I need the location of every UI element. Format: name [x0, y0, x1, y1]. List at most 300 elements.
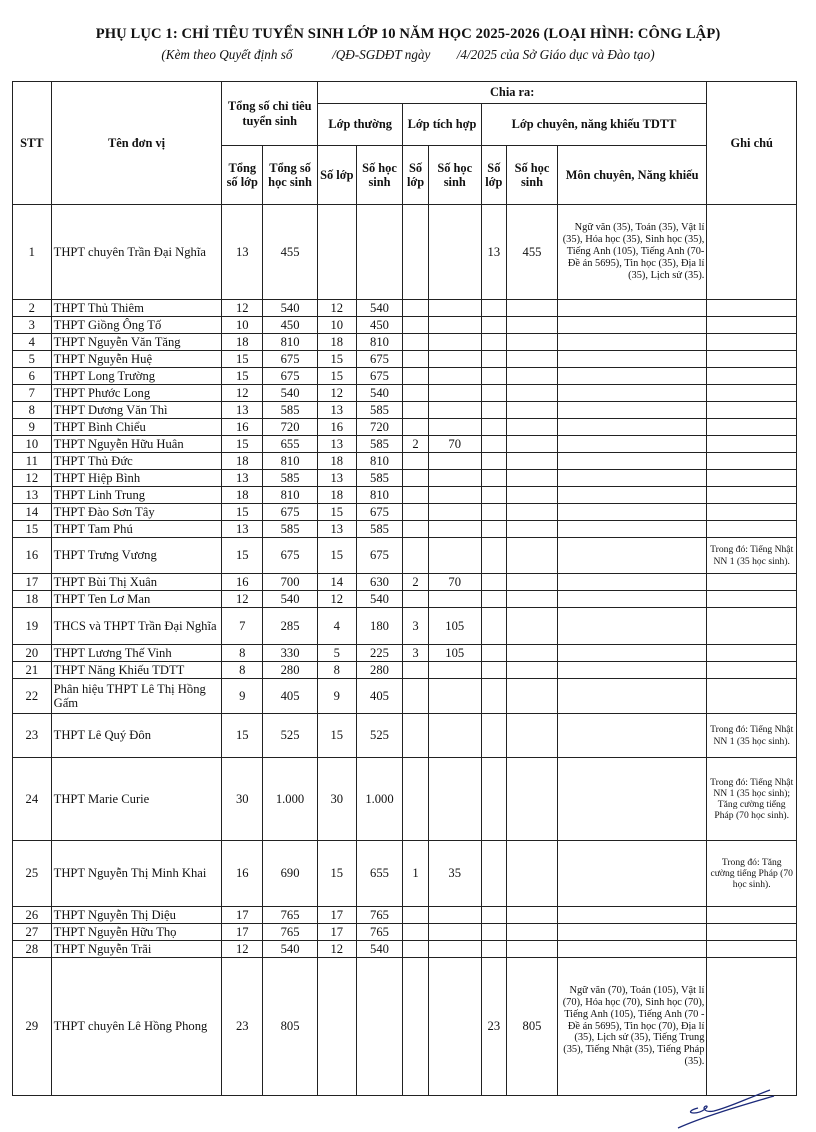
cell-note [707, 368, 797, 385]
cell-regular-classes: 13 [317, 521, 356, 538]
cell-total-classes: 17 [222, 907, 263, 924]
cell-regular-students: 675 [356, 368, 403, 385]
cell-integrated-students [428, 538, 481, 574]
cell-specialized-students [507, 504, 558, 521]
cell-specialized-classes [481, 907, 506, 924]
cell-integrated-students [428, 924, 481, 941]
cell-total-students: 585 [263, 521, 318, 538]
cell-regular-classes: 15 [317, 841, 356, 907]
cell-specialized-subjects [557, 574, 707, 591]
header-breakdown: Chia ra: [317, 82, 706, 104]
header-regular-students: Số học sinh [356, 146, 403, 205]
cell-regular-students: 585 [356, 402, 403, 419]
cell-specialized-subjects [557, 679, 707, 714]
cell-regular-students: 525 [356, 714, 403, 758]
table-row [13, 841, 797, 907]
cell-total-classes: 15 [222, 436, 263, 453]
cell-note [707, 317, 797, 334]
table-row [13, 645, 797, 662]
cell-specialized-classes [481, 402, 506, 419]
cell-integrated-classes: 2 [403, 436, 428, 453]
table-row [13, 402, 797, 419]
cell-specialized-classes [481, 941, 506, 958]
cell-unit-name: THPT Bùi Thị Xuân [51, 574, 222, 591]
cell-specialized-students [507, 907, 558, 924]
cell-regular-classes: 15 [317, 351, 356, 368]
cell-specialized-students [507, 591, 558, 608]
cell-integrated-classes [403, 662, 428, 679]
cell-specialized-subjects [557, 317, 707, 334]
cell-total-students: 330 [263, 645, 318, 662]
cell-total-students: 675 [263, 504, 318, 521]
cell-integrated-classes [403, 453, 428, 470]
cell-regular-classes: 12 [317, 591, 356, 608]
cell-note: Trong đó: Tiếng Nhật NN 1 (35 học sinh). [707, 714, 797, 758]
cell-unit-name: THPT Linh Trung [51, 487, 222, 504]
table-row [13, 385, 797, 402]
cell-specialized-students [507, 521, 558, 538]
table-row [13, 368, 797, 385]
table-row [13, 608, 797, 645]
cell-total-classes: 18 [222, 487, 263, 504]
table-row [13, 714, 797, 758]
cell-total-classes: 16 [222, 574, 263, 591]
cell-integrated-students [428, 504, 481, 521]
cell-regular-classes: 12 [317, 300, 356, 317]
cell-stt: 3 [13, 317, 52, 334]
header-integrated: Lớp tích hợp [403, 104, 481, 146]
table-row [13, 662, 797, 679]
cell-specialized-subjects [557, 419, 707, 436]
cell-regular-classes: 13 [317, 470, 356, 487]
cell-stt: 11 [13, 453, 52, 470]
header-specialized-students: Số học sinh [507, 146, 558, 205]
cell-specialized-subjects [557, 334, 707, 351]
cell-specialized-subjects [557, 924, 707, 941]
cell-specialized-students [507, 334, 558, 351]
cell-specialized-classes: 23 [481, 958, 506, 1096]
cell-specialized-classes [481, 385, 506, 402]
cell-total-classes: 12 [222, 591, 263, 608]
cell-regular-classes: 13 [317, 402, 356, 419]
cell-specialized-classes [481, 645, 506, 662]
cell-regular-classes: 12 [317, 385, 356, 402]
cell-specialized-subjects [557, 402, 707, 419]
cell-specialized-students [507, 679, 558, 714]
cell-specialized-classes: 13 [481, 205, 506, 300]
cell-regular-students: 810 [356, 487, 403, 504]
cell-unit-name: THPT Năng Khiếu TDTT [51, 662, 222, 679]
cell-regular-classes: 4 [317, 608, 356, 645]
cell-regular-students: 585 [356, 436, 403, 453]
cell-total-students: 765 [263, 907, 318, 924]
cell-total-classes: 16 [222, 419, 263, 436]
cell-total-students: 540 [263, 300, 318, 317]
cell-specialized-students [507, 645, 558, 662]
cell-specialized-subjects [557, 487, 707, 504]
table-row [13, 470, 797, 487]
cell-integrated-classes [403, 504, 428, 521]
cell-specialized-classes [481, 453, 506, 470]
table-row [13, 453, 797, 470]
cell-stt: 20 [13, 645, 52, 662]
cell-stt: 15 [13, 521, 52, 538]
table-row [13, 487, 797, 504]
cell-unit-name: THPT Nguyễn Trãi [51, 941, 222, 958]
cell-integrated-students: 70 [428, 436, 481, 453]
cell-stt: 26 [13, 907, 52, 924]
cell-specialized-subjects: Ngữ văn (70), Toán (105), Vật lí (70), Hóa học (70), Sinh học (70), Tiếng Anh (105), Tiếng Anh (70 - Đề án 5695), Tin học (70), Địa lí (35), Lịch sử (35), Tiếng Trung (35), Tiếng Nhật (35), Tiếng Pháp (35). [557, 958, 707, 1096]
cell-integrated-students [428, 714, 481, 758]
cell-integrated-students: 70 [428, 574, 481, 591]
cell-specialized-subjects [557, 538, 707, 574]
signature-mark [660, 1080, 780, 1132]
cell-integrated-classes [403, 521, 428, 538]
cell-note [707, 436, 797, 453]
cell-regular-students: 675 [356, 504, 403, 521]
cell-specialized-subjects [557, 714, 707, 758]
cell-specialized-classes [481, 419, 506, 436]
header-specialized-subjects: Môn chuyên, Năng khiếu [557, 146, 707, 205]
cell-total-classes: 13 [222, 521, 263, 538]
cell-note [707, 574, 797, 591]
cell-specialized-subjects [557, 453, 707, 470]
cell-stt: 16 [13, 538, 52, 574]
cell-specialized-subjects [557, 436, 707, 453]
cell-regular-students: 765 [356, 924, 403, 941]
cell-unit-name: THPT Long Trường [51, 368, 222, 385]
cell-total-students: 450 [263, 317, 318, 334]
cell-note [707, 907, 797, 924]
cell-regular-classes: 13 [317, 436, 356, 453]
header-stt: STT [13, 82, 52, 205]
cell-specialized-classes [481, 591, 506, 608]
header-regular-classes: Số lớp [317, 146, 356, 205]
cell-specialized-subjects [557, 907, 707, 924]
cell-note [707, 662, 797, 679]
cell-integrated-students [428, 679, 481, 714]
cell-specialized-students [507, 436, 558, 453]
cell-stt: 9 [13, 419, 52, 436]
cell-specialized-students [507, 470, 558, 487]
cell-unit-name: THPT Giồng Ông Tố [51, 317, 222, 334]
cell-integrated-classes [403, 487, 428, 504]
cell-integrated-students [428, 758, 481, 841]
cell-specialized-students [507, 419, 558, 436]
cell-specialized-students [507, 574, 558, 591]
cell-note [707, 591, 797, 608]
table-row [13, 591, 797, 608]
cell-specialized-classes [481, 574, 506, 591]
cell-specialized-students [507, 368, 558, 385]
cell-integrated-students [428, 907, 481, 924]
cell-specialized-classes [481, 608, 506, 645]
cell-unit-name: THPT Nguyễn Hữu Huân [51, 436, 222, 453]
cell-unit-name: THPT Nguyễn Văn Tăng [51, 334, 222, 351]
cell-specialized-students [507, 402, 558, 419]
cell-integrated-classes: 1 [403, 841, 428, 907]
cell-total-classes: 12 [222, 300, 263, 317]
cell-stt: 29 [13, 958, 52, 1096]
cell-integrated-students [428, 368, 481, 385]
cell-specialized-subjects [557, 470, 707, 487]
cell-specialized-classes [481, 470, 506, 487]
cell-integrated-classes [403, 470, 428, 487]
cell-specialized-classes [481, 924, 506, 941]
header-specialized-classes: Số lớp [481, 146, 506, 205]
cell-stt: 25 [13, 841, 52, 907]
cell-regular-students: 655 [356, 841, 403, 907]
cell-note: Trong đó: Tiếng Nhật NN 1 (35 học sinh). [707, 538, 797, 574]
cell-regular-students: 675 [356, 538, 403, 574]
cell-unit-name: THPT Thủ Đức [51, 453, 222, 470]
cell-total-students: 540 [263, 385, 318, 402]
cell-integrated-classes [403, 419, 428, 436]
cell-specialized-students [507, 941, 558, 958]
cell-regular-students: 450 [356, 317, 403, 334]
cell-total-students: 805 [263, 958, 318, 1096]
cell-unit-name: THPT Nguyễn Huệ [51, 351, 222, 368]
cell-total-classes: 13 [222, 205, 263, 300]
cell-total-students: 1.000 [263, 758, 318, 841]
cell-note: Trong đó: Tiếng Nhật NN 1 (35 học sinh); Tăng cường tiếng Pháp (70 học sinh). [707, 758, 797, 841]
cell-integrated-classes [403, 958, 428, 1096]
table-row [13, 758, 797, 841]
table-row [13, 679, 797, 714]
cell-integrated-classes [403, 538, 428, 574]
cell-stt: 22 [13, 679, 52, 714]
cell-specialized-students [507, 714, 558, 758]
cell-total-students: 810 [263, 487, 318, 504]
cell-specialized-classes [481, 758, 506, 841]
cell-regular-classes: 18 [317, 487, 356, 504]
cell-integrated-classes: 2 [403, 574, 428, 591]
cell-specialized-students [507, 453, 558, 470]
cell-total-classes: 12 [222, 941, 263, 958]
cell-integrated-classes [403, 679, 428, 714]
cell-specialized-students [507, 538, 558, 574]
cell-stt: 5 [13, 351, 52, 368]
cell-unit-name: THPT Lương Thế Vinh [51, 645, 222, 662]
cell-regular-classes: 18 [317, 453, 356, 470]
cell-integrated-students [428, 521, 481, 538]
cell-specialized-students: 455 [507, 205, 558, 300]
enrollment-table [12, 81, 797, 1096]
cell-integrated-students [428, 662, 481, 679]
table-row [13, 300, 797, 317]
cell-note [707, 679, 797, 714]
cell-regular-classes: 18 [317, 334, 356, 351]
cell-specialized-classes [481, 300, 506, 317]
header-specialized: Lớp chuyên, năng khiếu TDTT [481, 104, 707, 146]
cell-regular-classes [317, 205, 356, 300]
cell-specialized-subjects [557, 504, 707, 521]
table-row [13, 941, 797, 958]
cell-unit-name: THPT Bình Chiểu [51, 419, 222, 436]
header-total-students: Tổng số học sinh [263, 146, 318, 205]
cell-unit-name: THPT Hiệp Bình [51, 470, 222, 487]
table-row [13, 924, 797, 941]
cell-total-students: 455 [263, 205, 318, 300]
table-row [13, 334, 797, 351]
cell-total-students: 540 [263, 941, 318, 958]
cell-total-students: 585 [263, 402, 318, 419]
cell-total-students: 285 [263, 608, 318, 645]
header-unit: Tên đơn vị [51, 82, 222, 205]
cell-unit-name: Phân hiệu THPT Lê Thị Hồng Gấm [51, 679, 222, 714]
cell-regular-students: 765 [356, 907, 403, 924]
cell-integrated-classes [403, 351, 428, 368]
cell-integrated-students [428, 487, 481, 504]
cell-total-classes: 16 [222, 841, 263, 907]
cell-regular-classes: 12 [317, 941, 356, 958]
cell-integrated-classes [403, 368, 428, 385]
cell-integrated-classes [403, 205, 428, 300]
cell-specialized-students [507, 487, 558, 504]
cell-stt: 12 [13, 470, 52, 487]
cell-integrated-students [428, 334, 481, 351]
cell-regular-students: 630 [356, 574, 403, 591]
cell-note [707, 419, 797, 436]
cell-stt: 1 [13, 205, 52, 300]
cell-integrated-classes [403, 591, 428, 608]
cell-integrated-classes [403, 907, 428, 924]
cell-unit-name: THPT Nguyễn Hữu Thọ [51, 924, 222, 941]
cell-regular-classes: 10 [317, 317, 356, 334]
cell-integrated-students [428, 470, 481, 487]
cell-integrated-classes [403, 714, 428, 758]
cell-regular-students: 180 [356, 608, 403, 645]
table-row [13, 205, 797, 300]
cell-integrated-students [428, 317, 481, 334]
cell-total-classes: 8 [222, 645, 263, 662]
cell-integrated-classes [403, 300, 428, 317]
cell-stt: 10 [13, 436, 52, 453]
cell-note [707, 402, 797, 419]
cell-regular-students: 585 [356, 470, 403, 487]
cell-integrated-classes [403, 402, 428, 419]
cell-integrated-students [428, 419, 481, 436]
cell-unit-name: THPT Thủ Thiêm [51, 300, 222, 317]
cell-regular-classes: 17 [317, 907, 356, 924]
cell-total-classes: 15 [222, 351, 263, 368]
cell-stt: 28 [13, 941, 52, 958]
cell-note [707, 608, 797, 645]
cell-specialized-students [507, 758, 558, 841]
cell-integrated-students [428, 941, 481, 958]
cell-unit-name: THPT Marie Curie [51, 758, 222, 841]
cell-total-students: 525 [263, 714, 318, 758]
cell-total-students: 655 [263, 436, 318, 453]
cell-unit-name: THPT Nguyễn Thị Diệu [51, 907, 222, 924]
cell-regular-classes: 15 [317, 504, 356, 521]
cell-integrated-students: 35 [428, 841, 481, 907]
cell-stt: 7 [13, 385, 52, 402]
cell-total-classes: 13 [222, 402, 263, 419]
cell-unit-name: THPT Ten Lơ Man [51, 591, 222, 608]
cell-regular-students: 675 [356, 351, 403, 368]
cell-total-classes: 17 [222, 924, 263, 941]
cell-integrated-students: 105 [428, 645, 481, 662]
table-row [13, 419, 797, 436]
cell-integrated-students [428, 351, 481, 368]
cell-stt: 4 [13, 334, 52, 351]
cell-regular-classes: 15 [317, 538, 356, 574]
cell-specialized-subjects [557, 941, 707, 958]
cell-stt: 27 [13, 924, 52, 941]
table-body [13, 205, 797, 1096]
cell-stt: 2 [13, 300, 52, 317]
header-notes: Ghi chú [707, 82, 797, 205]
cell-regular-classes: 9 [317, 679, 356, 714]
cell-regular-classes: 16 [317, 419, 356, 436]
cell-specialized-students [507, 300, 558, 317]
cell-total-students: 675 [263, 368, 318, 385]
cell-stt: 21 [13, 662, 52, 679]
cell-specialized-students [507, 385, 558, 402]
cell-regular-classes: 15 [317, 368, 356, 385]
cell-total-students: 690 [263, 841, 318, 907]
cell-specialized-subjects [557, 368, 707, 385]
table-row [13, 317, 797, 334]
cell-regular-students: 225 [356, 645, 403, 662]
cell-specialized-classes [481, 436, 506, 453]
cell-integrated-students [428, 453, 481, 470]
cell-total-classes: 18 [222, 334, 263, 351]
cell-regular-classes [317, 958, 356, 1096]
cell-total-classes: 15 [222, 538, 263, 574]
table-row [13, 958, 797, 1096]
document-title: PHỤ LỤC 1: CHỈ TIÊU TUYỂN SINH LỚP 10 NĂM HỌC 2025-2026 (LOẠI HÌNH: CÔNG LẬP) [95, 26, 721, 42]
cell-specialized-subjects [557, 591, 707, 608]
table-row [13, 907, 797, 924]
cell-specialized-subjects [557, 662, 707, 679]
cell-regular-students: 540 [356, 941, 403, 958]
cell-stt: 17 [13, 574, 52, 591]
cell-specialized-subjects: Ngữ văn (35), Toán (35), Vật lí (35), Hóa học (35), Sinh học (35), Tiếng Anh (105), Tiếng Anh (70- Đề án 5695), Tin học (35), Địa lí (35), Lịch sử (35). [557, 205, 707, 300]
cell-integrated-classes: 3 [403, 608, 428, 645]
cell-specialized-classes [481, 662, 506, 679]
cell-note [707, 924, 797, 941]
cell-regular-students: 540 [356, 300, 403, 317]
cell-note [707, 504, 797, 521]
cell-total-classes: 15 [222, 368, 263, 385]
cell-total-students: 810 [263, 453, 318, 470]
cell-unit-name: THPT Trưng Vương [51, 538, 222, 574]
cell-specialized-students [507, 924, 558, 941]
cell-total-students: 675 [263, 538, 318, 574]
cell-total-classes: 15 [222, 714, 263, 758]
cell-total-students: 810 [263, 334, 318, 351]
cell-integrated-classes [403, 758, 428, 841]
cell-note [707, 300, 797, 317]
cell-specialized-classes [481, 368, 506, 385]
table-row [13, 538, 797, 574]
cell-stt: 14 [13, 504, 52, 521]
cell-specialized-classes [481, 841, 506, 907]
cell-note [707, 941, 797, 958]
cell-integrated-students [428, 300, 481, 317]
cell-total-students: 765 [263, 924, 318, 941]
cell-note [707, 470, 797, 487]
cell-unit-name: THPT Nguyễn Thị Minh Khai [51, 841, 222, 907]
cell-specialized-students [507, 317, 558, 334]
cell-total-classes: 7 [222, 608, 263, 645]
cell-total-classes: 12 [222, 385, 263, 402]
cell-note [707, 453, 797, 470]
header-total-classes: Tổng số lớp [222, 146, 263, 205]
cell-total-classes: 10 [222, 317, 263, 334]
